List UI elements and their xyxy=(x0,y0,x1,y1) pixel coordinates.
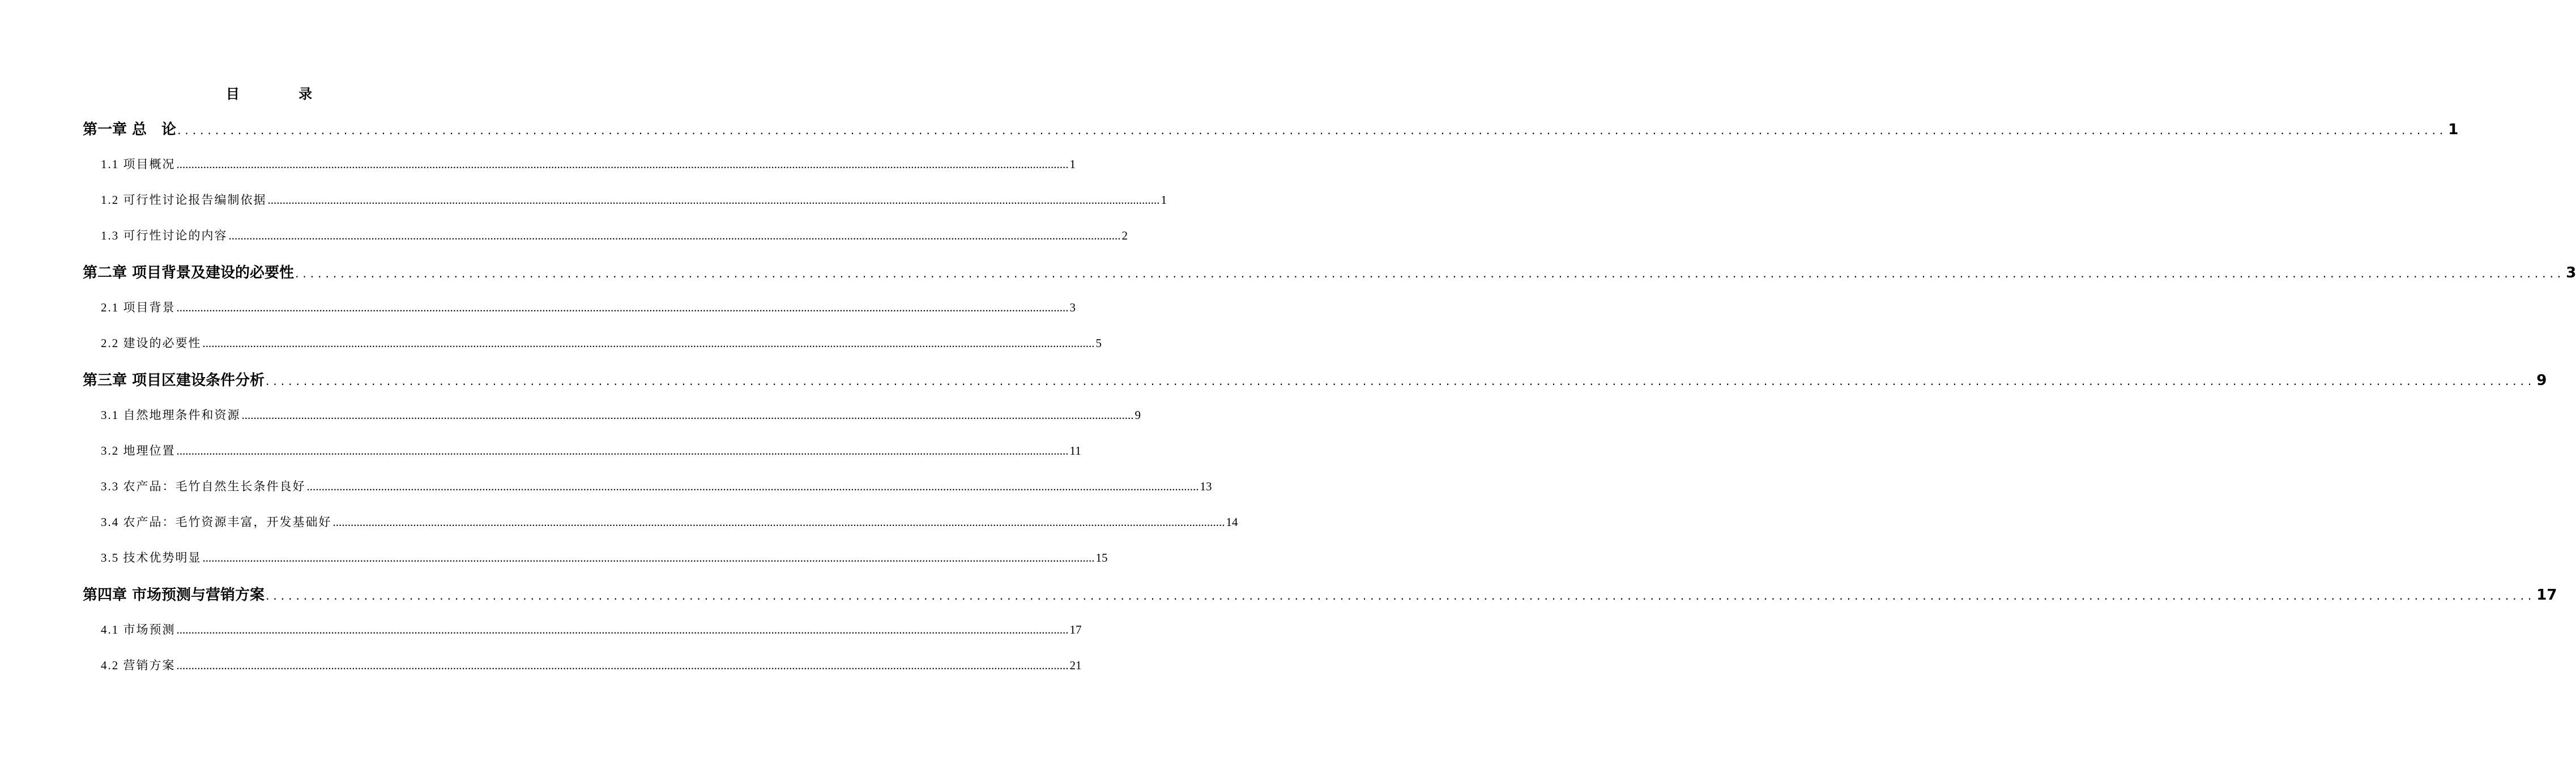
toc-section-3-1[interactable] xyxy=(83,397,1141,433)
page-number: 9 xyxy=(2536,372,2547,389)
page-number: 3 xyxy=(2566,264,2576,281)
dot-leader: ............................................................................................................................................................................................................................................................................................................ xyxy=(176,623,1069,636)
page-number: 14 xyxy=(1226,515,1238,529)
section-label: 1.3 可行性讨论的内容 xyxy=(101,229,228,242)
page-number: 15 xyxy=(1095,551,1108,565)
section-label: 3.1 自然地理条件和资源 xyxy=(101,408,241,422)
chapter-label: 第二章 项目背景及建设的必要性 xyxy=(83,264,295,281)
toc-section-3-4[interactable] xyxy=(83,505,1238,540)
section-label: 2.2 建设的必要性 xyxy=(101,336,202,350)
page-number: 21 xyxy=(1069,659,1082,672)
page-number: 11 xyxy=(1069,444,1081,458)
dot-leader: ............................................................................................................................................................................................................................................................................................................ xyxy=(176,659,1069,672)
toc-section-1-1[interactable] xyxy=(83,147,1076,182)
dot-leader: ............................................................................................................................................................................................................................................................................................................ xyxy=(228,229,1121,242)
section-label: 1.1 项目概况 xyxy=(101,157,176,171)
section-label: 3.2 地理位置 xyxy=(101,444,176,458)
toc-section-3-3[interactable] xyxy=(83,469,1212,505)
dot-leader: ............................................................................................................................................................................................................................................................................................................ xyxy=(241,408,1134,422)
section-label: 3.4 农产品：毛竹资源丰富，开发基础好 xyxy=(101,515,332,529)
toc-section-4-2[interactable] xyxy=(83,648,1082,683)
dot-leader: ............................................................................................................................................................................................................................................................................................................ xyxy=(176,157,1069,171)
dot-leader: ............................................................................................................................................................................................................................................................................................................ xyxy=(176,301,1069,314)
dot-leader: ............................................................................................................................................................................................................................................................................................................ xyxy=(202,551,1095,565)
toc-title: 目 录 xyxy=(225,86,340,102)
page-number: 13 xyxy=(1200,480,1212,493)
section-label: 4.1 市场预测 xyxy=(101,623,176,636)
dot-leader: ............................................................................................................................................................................................................................................................................................................ xyxy=(306,480,1199,493)
page-number: 3 xyxy=(1069,301,1076,314)
dot-leader: ............................................................................................................................................................................................................................................................................................................ xyxy=(177,123,2447,137)
dot-leader: ............................................................................................................................................................................................................................................................................................................ xyxy=(202,336,1095,350)
section-label: 1.2 可行性讨论报告编制依据 xyxy=(101,193,267,207)
section-label: 2.1 项目背景 xyxy=(101,301,176,314)
toc-chapter-3[interactable] xyxy=(83,364,2547,397)
toc-chapter-1[interactable] xyxy=(83,113,2459,147)
page-number: 17 xyxy=(1069,623,1082,636)
table-of-contents xyxy=(83,110,2576,683)
toc-section-2-2[interactable] xyxy=(83,326,1102,361)
toc-section-3-2[interactable] xyxy=(83,433,1081,469)
section-label: 3.3 农产品：毛竹自然生长条件良好 xyxy=(101,480,306,493)
toc-section-1-3[interactable] xyxy=(83,218,1128,254)
dot-leader: ............................................................................................................................................................................................................................................................................................................ xyxy=(267,193,1160,207)
chapter-label: 第四章 市场预测与营销方案 xyxy=(83,587,265,604)
section-label: 3.5 技术优势明显 xyxy=(101,551,202,565)
toc-chapter-2[interactable] xyxy=(83,256,2576,290)
dot-leader: ............................................................................................................................................................................................................................................................................................................ xyxy=(266,374,2536,388)
page-number: 2 xyxy=(1121,229,1128,242)
dot-leader: ............................................................................................................................................................................................................................................................................................................ xyxy=(332,515,1225,529)
chapter-label: 第三章 项目区建设条件分析 xyxy=(83,372,265,389)
toc-section-3-5[interactable] xyxy=(83,540,1108,576)
page-number: 1 xyxy=(2448,121,2459,138)
page-number: 1 xyxy=(1161,193,1167,207)
toc-section-4-1[interactable] xyxy=(83,612,1082,648)
page-number: 1 xyxy=(1069,157,1076,171)
page-number: 9 xyxy=(1135,408,1141,422)
chapter-label: 第一章 总 论 xyxy=(83,121,177,138)
toc-chapter-4[interactable] xyxy=(83,578,2557,612)
page-number: 5 xyxy=(1095,336,1102,350)
toc-section-1-2[interactable] xyxy=(83,182,1167,218)
dot-leader: ............................................................................................................................................................................................................................................................................................................ xyxy=(295,267,2565,280)
dot-leader: ............................................................................................................................................................................................................................................................................................................ xyxy=(176,444,1069,458)
section-label: 4.2 营销方案 xyxy=(101,659,176,672)
page-number: 17 xyxy=(2536,587,2557,604)
dot-leader: ............................................................................................................................................................................................................................................................................................................ xyxy=(266,589,2536,602)
toc-section-2-1[interactable] xyxy=(83,290,1076,326)
